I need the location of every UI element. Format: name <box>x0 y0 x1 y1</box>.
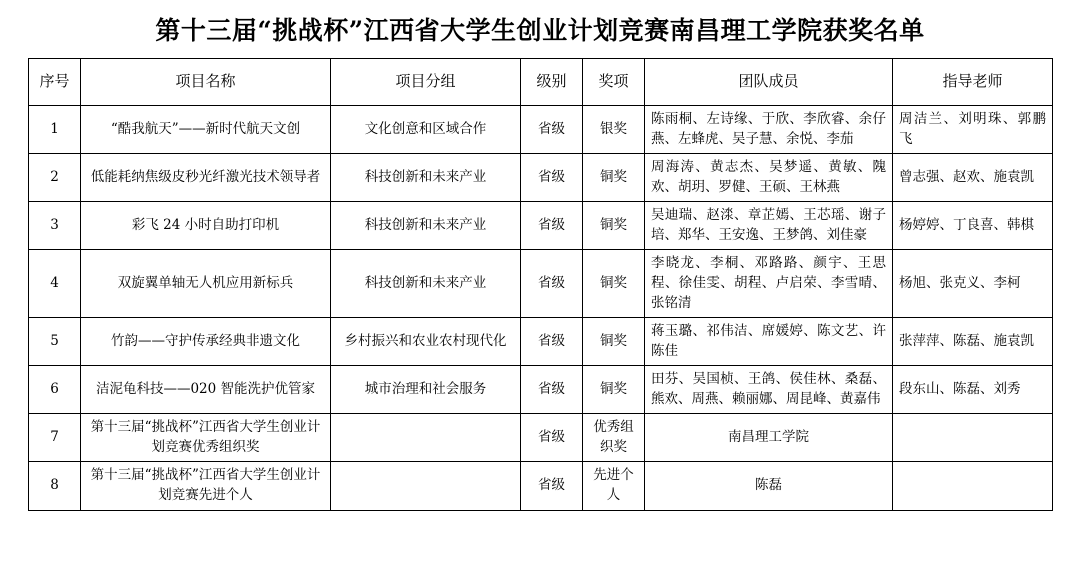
cell-team: 吴迪瑞、赵渁、章芷嫣、王芯瑶、谢子培、郑华、王安逸、王梦鸽、刘佳豪 <box>645 202 893 250</box>
table-body <box>29 106 1053 511</box>
cell-team: 李晓龙、李桐、邓路路、颜宇、王思程、徐佳雯、胡程、卢启荣、李雪晴、张铭清 <box>645 250 893 318</box>
cell-project-name: 第十三届“挑战杯”江西省大学生创业计划竞赛先进个人 <box>81 462 331 510</box>
cell-project-name: 低能耗纳焦级皮秒光纤激光技术领导者 <box>81 154 331 202</box>
cell-project-name: 洁泥龟科技——020 智能洗护优管家 <box>81 366 331 414</box>
cell-level: 省级 <box>521 414 583 462</box>
cell-award: 铜奖 <box>583 250 645 318</box>
cell-project-name: “酷我航天”——新时代航天文创 <box>81 106 331 154</box>
table-row <box>29 318 1053 366</box>
cell-project-group: 城市治理和社会服务 <box>331 366 521 414</box>
cell-seq: 7 <box>29 414 81 462</box>
cell-teacher: 张萍萍、陈磊、施袁凯 <box>893 318 1053 366</box>
cell-level: 省级 <box>521 366 583 414</box>
cell-project-name: 第十三届“挑战杯”江西省大学生创业计划竞赛优秀组织奖 <box>81 414 331 462</box>
table-row <box>29 366 1053 414</box>
cell-project-group: 乡村振兴和农业农村现代化 <box>331 318 521 366</box>
page-title: 第十三届“挑战杯”江西省大学生创业计划竞赛南昌理工学院获奖名单 <box>155 16 925 45</box>
cell-project-group <box>331 414 521 462</box>
cell-level: 省级 <box>521 106 583 154</box>
cell-project-group: 科技创新和未来产业 <box>331 154 521 202</box>
cell-level: 省级 <box>521 318 583 366</box>
cell-seq: 2 <box>29 154 81 202</box>
header-award: 奖项 <box>583 59 645 106</box>
header-project-name: 项目名称 <box>81 59 331 106</box>
table-header <box>29 59 1053 106</box>
award-table-container <box>0 58 1080 511</box>
cell-teacher <box>893 414 1053 462</box>
table-row <box>29 202 1053 250</box>
cell-project-group <box>331 462 521 510</box>
table-header-row <box>29 59 1053 106</box>
header-seq: 序号 <box>29 59 81 106</box>
cell-project-name: 竹韵——守护传承经典非遗文化 <box>81 318 331 366</box>
cell-teacher: 段东山、陈磊、刘秀 <box>893 366 1053 414</box>
table-row <box>29 106 1053 154</box>
cell-project-name: 彩飞 24 小时自助打印机 <box>81 202 331 250</box>
cell-teacher <box>893 462 1053 510</box>
cell-award: 铜奖 <box>583 154 645 202</box>
cell-project-name: 双旋翼单轴无人机应用新标兵 <box>81 250 331 318</box>
cell-award: 铜奖 <box>583 318 645 366</box>
cell-level: 省级 <box>521 154 583 202</box>
table-row <box>29 462 1053 510</box>
cell-award: 银奖 <box>583 106 645 154</box>
cell-award: 铜奖 <box>583 366 645 414</box>
cell-level: 省级 <box>521 250 583 318</box>
cell-project-group: 科技创新和未来产业 <box>331 250 521 318</box>
cell-teacher: 周洁兰、刘明珠、郭鹏飞 <box>893 106 1053 154</box>
cell-seq: 4 <box>29 250 81 318</box>
table-row <box>29 154 1053 202</box>
header-project-group: 项目分组 <box>331 59 521 106</box>
cell-award: 先进个人 <box>583 462 645 510</box>
cell-teacher: 曾志强、赵欢、施袁凯 <box>893 154 1053 202</box>
cell-team: 陈雨桐、左诗缘、于欣、李欣睿、余仔燕、左蜂虎、吴子慧、余悦、李茄 <box>645 106 893 154</box>
cell-seq: 3 <box>29 202 81 250</box>
cell-seq: 5 <box>29 318 81 366</box>
header-level: 级别 <box>521 59 583 106</box>
cell-award: 铜奖 <box>583 202 645 250</box>
cell-seq: 6 <box>29 366 81 414</box>
header-teacher: 指导老师 <box>893 59 1053 106</box>
table-row <box>29 414 1053 462</box>
header-team: 团队成员 <box>645 59 893 106</box>
cell-team: 田芬、吴国桢、王鸽、侯佳林、桑磊、熊欢、周燕、赖丽娜、周昆峰、黄嘉伟 <box>645 366 893 414</box>
cell-award: 优秀组织奖 <box>583 414 645 462</box>
cell-team: 南昌理工学院 <box>645 414 893 462</box>
cell-seq: 1 <box>29 106 81 154</box>
cell-project-group: 文化创意和区域合作 <box>331 106 521 154</box>
cell-level: 省级 <box>521 202 583 250</box>
cell-teacher: 杨旭、张克义、李柯 <box>893 250 1053 318</box>
table-row <box>29 250 1053 318</box>
cell-level: 省级 <box>521 462 583 510</box>
cell-team: 陈磊 <box>645 462 893 510</box>
cell-team: 蒋玉璐、祁伟洁、席媛婷、陈文艺、许陈佳 <box>645 318 893 366</box>
cell-teacher: 杨婷婷、丁良喜、韩棋 <box>893 202 1053 250</box>
cell-team: 周海涛、黄志杰、吴梦遥、黄敏、隗欢、胡玥、罗健、王硕、王林燕 <box>645 154 893 202</box>
cell-project-group: 科技创新和未来产业 <box>331 202 521 250</box>
cell-seq: 8 <box>29 462 81 510</box>
award-table <box>28 58 1053 511</box>
